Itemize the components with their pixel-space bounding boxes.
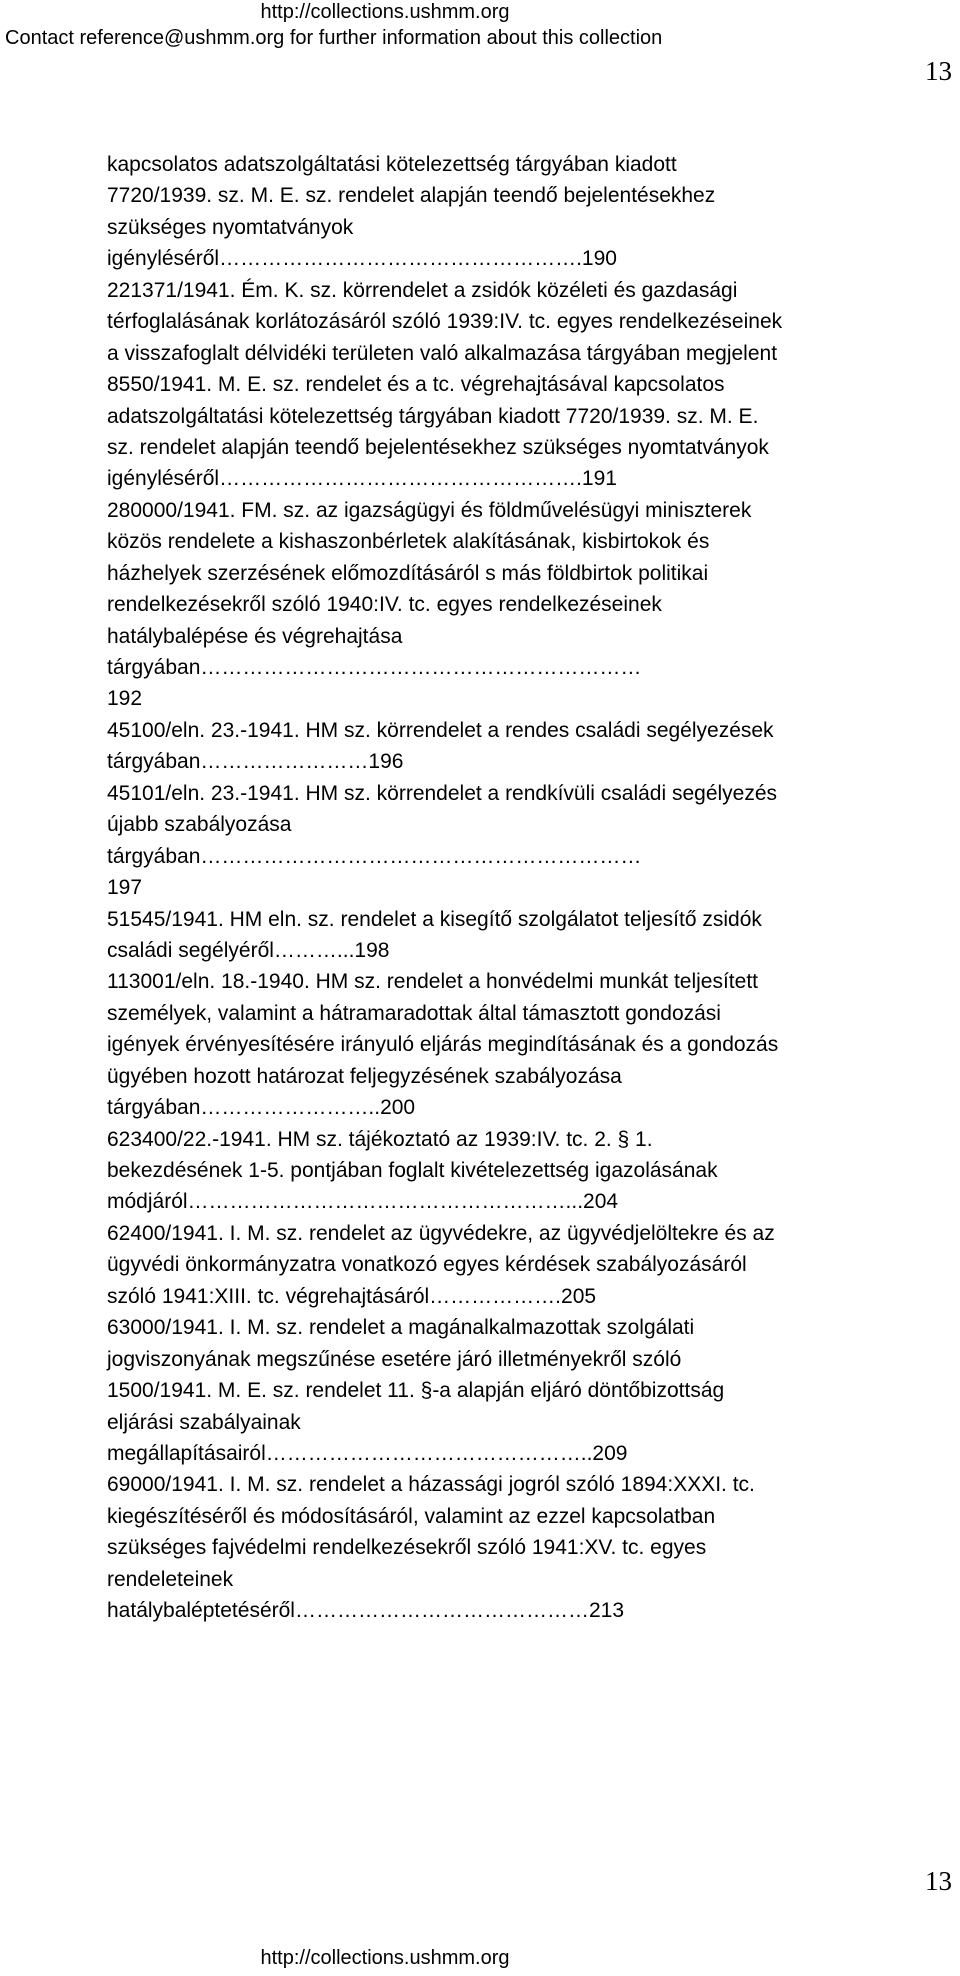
index-line: 197	[107, 876, 143, 900]
index-line: kapcsolatos adatszolgáltatási kötelezettség tárgyában kiadott	[107, 153, 677, 176]
index-line: megállapításairól………………………………………..209	[107, 1441, 628, 1465]
index-line: 192	[107, 687, 143, 711]
index-line: tárgyában……………………..200	[107, 1096, 416, 1120]
index-line: 8550/1941. M. E. sz. rendelet és a tc. végrehajtásával kapcsolatos	[107, 373, 725, 397]
index-line: házhelyek szerzésének előmozdításáról s más földbirtok politikai	[107, 561, 709, 585]
index-line: 280000/1941. FM. sz. az igazságügyi és földművelésügyi miniszterek	[107, 498, 752, 522]
index-line: hatálybalépése és végrehajtása	[107, 624, 403, 648]
index-line: 113001/eln. 18.-1940. HM sz. rendelet a honvédelmi munkát teljesített	[107, 970, 758, 994]
index-line: 45100/eln. 23.-1941. HM sz. körrendelet a rendes családi segélyezések	[107, 718, 774, 742]
index-line: igényléséről…………………………………………….190	[107, 247, 617, 271]
index-line: sz. rendelet alapján teendő bejelentésekhez szükséges nyomtatványok	[107, 435, 769, 459]
header-url[interactable]: http://collections.ushmm.org	[260, 1, 510, 23]
index-line: 62400/1941. I. M. sz. rendelet az ügyvédekre, az ügyvédjelöltekre és az	[107, 1221, 775, 1245]
index-line: 7720/1939. sz. M. E. sz. rendelet alapján teendő bejelentésekhez	[107, 184, 716, 208]
index-line: módjáról………………………………………………...204	[107, 1190, 619, 1214]
index-entries	[107, 149, 952, 1627]
index-line: 623400/22.-1941. HM sz. tájékoztató az 1939:IV. tc. 2. § 1.	[107, 1127, 653, 1151]
page-number-bottom: 13	[925, 1866, 952, 1896]
index-line: szóló 1941:XIII. tc. végrehajtásáról……………….205	[107, 1284, 597, 1308]
index-line: a visszafoglalt délvidéki területen való alkalmazása tárgyában megjelent	[107, 341, 778, 365]
index-line: kiegészítéséről és módosításáról, valamint az ezzel kapcsolatban	[107, 1504, 716, 1528]
index-line: tárgyában……………………196	[107, 750, 404, 774]
index-line: tárgyában………………………………………………………	[107, 844, 642, 868]
index-line: igények érvényesítésére irányuló eljárás megindításának és a gondozás	[107, 1033, 779, 1057]
index-line: jogviszonyának megszűnése esetére járó illetményekről szóló	[107, 1347, 682, 1371]
index-line: közös rendelete a kishaszonbérletek alakításának, kisbirtokok és	[107, 530, 710, 554]
index-line: 1500/1941. M. E. sz. rendelet 11. §-a alapján eljáró döntőbizottság	[107, 1379, 725, 1403]
index-line: rendeleteinek	[107, 1567, 234, 1591]
index-line: adatszolgáltatási kötelezettség tárgyában kiadott 7720/1939. sz. M. E.	[107, 404, 759, 428]
index-line: újabb szabályozása	[107, 813, 292, 837]
index-line: 63000/1941. I. M. sz. rendelet a magánalkalmazottak szolgálati	[107, 1316, 695, 1340]
index-line: rendelkezésekről szóló 1940:IV. tc. egyes rendelkezéseinek	[107, 593, 662, 617]
index-line: hatálybaléptetéséről……………………………………213	[107, 1599, 625, 1623]
header-contact-note: Contact reference@ushmm.org for further information about this collection	[5, 27, 663, 49]
index-line: szükséges nyomtatványok	[107, 215, 354, 239]
index-line: szükséges fajvédelmi rendelkezésekről szóló 1941:XV. tc. egyes	[107, 1536, 707, 1560]
index-line: igényléséről…………………………………………….191	[107, 467, 617, 491]
index-line: személyek, valamint a hátramaradottak által támasztott gondozási	[107, 1001, 721, 1025]
index-line: 69000/1941. I. M. sz. rendelet a házassági jogról szóló 1894:XXXI. tc.	[107, 1473, 755, 1497]
index-line: bekezdésének 1-5. pontjában foglalt kivételezettség igazolásának	[107, 1159, 718, 1182]
index-line: 45101/eln. 23.-1941. HM sz. körrendelet a rendkívüli családi segélyezés	[107, 781, 778, 805]
index-line: eljárási szabályainak	[107, 1410, 301, 1434]
index-line: 221371/1941. Ém. K. sz. körrendelet a zsidók közéleti és gazdasági	[107, 278, 738, 302]
index-line: családi segélyéről………...198	[107, 938, 390, 962]
index-line: térfoglalásának korlátozásáról szóló 1939:IV. tc. egyes rendelkezéseinek	[107, 310, 783, 334]
index-line: ügyvédi önkormányzatra vonatkozó egyes kérdések szabályozásáról	[107, 1253, 747, 1277]
page-number-top: 13	[925, 56, 952, 86]
index-line: 51545/1941. HM eln. sz. rendelet a kisegítő szolgálatot teljesítő zsidók	[107, 907, 762, 931]
index-line: tárgyában………………………………………………………	[107, 656, 642, 679]
index-line: ügyében hozott határozat feljegyzésének szabályozása	[107, 1064, 622, 1088]
footer-url[interactable]: http://collections.ushmm.org	[260, 1947, 510, 1969]
